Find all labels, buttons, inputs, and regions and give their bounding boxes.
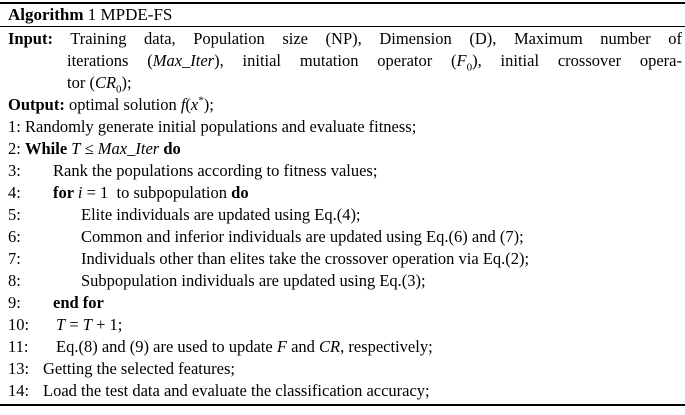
- algorithm-body: [0, 27, 685, 402]
- input-line-3: [8, 72, 682, 94]
- text-segment: 0: [466, 61, 473, 72]
- line-text: [8, 94, 682, 116]
- text-segment: Elite individuals are updated using Eq.(4);: [81, 205, 361, 224]
- algorithm-title: [0, 4, 685, 26]
- output-line: [8, 94, 682, 116]
- step-8: [8, 270, 682, 292]
- step-9: [8, 292, 682, 314]
- text-segment: do: [231, 183, 249, 202]
- text-segment: );: [121, 73, 132, 92]
- text-segment: While: [25, 139, 72, 158]
- line-number: 4:: [8, 183, 21, 202]
- step-10: [8, 314, 682, 336]
- line-number: 11:: [8, 337, 29, 356]
- text-segment: Individuals other than elites take the crossover operation via Eq.(2);: [81, 249, 530, 268]
- step-4: [8, 182, 682, 204]
- text-segment: T: [56, 315, 66, 334]
- text-segment: = 1 to subpopulation: [82, 183, 232, 202]
- text-segment: , respectively;: [340, 337, 433, 356]
- line-number: 3:: [8, 161, 21, 180]
- line-text: [25, 138, 682, 160]
- line-text: [43, 358, 682, 380]
- text-segment: T: [82, 315, 92, 334]
- line-text: [53, 292, 682, 314]
- text-segment: Randomly generate initial populations and evaluate fitness;: [25, 117, 417, 136]
- text-segment: + 1;: [91, 315, 123, 334]
- step-14: [8, 380, 682, 402]
- text-segment: Common and inferior individuals are updated using Eq.(6) and (7);: [81, 227, 524, 246]
- text-segment: =: [65, 315, 83, 334]
- text-segment: and: [286, 337, 320, 356]
- line-text: [53, 182, 682, 204]
- line-text: [81, 226, 682, 248]
- step-1: [8, 116, 682, 138]
- line-text: [81, 248, 682, 270]
- bottom-rule: [0, 404, 685, 406]
- text-segment: Subpopulation individuals are updated using Eq.(3);: [81, 271, 426, 290]
- text-segment: Rank the populations according to fitness values;: [53, 161, 378, 180]
- text-segment: tor (: [67, 73, 95, 92]
- line-number: 2:: [8, 139, 21, 158]
- text-segment: do: [163, 139, 181, 158]
- line-number: 13:: [8, 359, 30, 378]
- line-number: 8:: [8, 271, 21, 290]
- line-text: [81, 270, 682, 292]
- step-7: [8, 248, 682, 270]
- text-segment: ≤: [80, 139, 98, 158]
- text-segment: Max_Iter: [152, 51, 215, 70]
- step-5: [8, 204, 682, 226]
- text-segment: Load the test data and evaluate the classification accuracy;: [43, 381, 430, 400]
- text-segment: i: [77, 183, 83, 202]
- line-number: 9:: [8, 293, 21, 312]
- text-segment: Eq.(8) and (9) are used to update: [56, 337, 277, 356]
- text-segment: end for: [53, 293, 104, 312]
- line-number: 7:: [8, 249, 21, 268]
- text-segment: CR: [319, 337, 341, 356]
- text-segment: CR: [94, 73, 117, 92]
- line-number: 1:: [8, 117, 21, 136]
- line-number: 5:: [8, 205, 21, 224]
- text-segment: f: [180, 95, 186, 114]
- line-number: 14:: [8, 381, 30, 400]
- text-segment: Getting the selected features;: [43, 359, 235, 378]
- text-segment: ), initial crossover opera-: [472, 51, 682, 70]
- text-segment: (: [185, 95, 191, 114]
- step-3: [8, 160, 682, 182]
- step-2: [8, 138, 682, 160]
- step-6: [8, 226, 682, 248]
- step-11: [8, 336, 682, 358]
- text-segment: Algorithm: [8, 5, 84, 24]
- text-segment: F: [456, 51, 467, 70]
- text-segment: Max_Iter: [97, 139, 160, 158]
- text-segment: 1 MPDE-FS: [83, 5, 173, 24]
- text-segment: T: [71, 139, 81, 158]
- line-text: [67, 50, 682, 72]
- text-segment: );: [203, 95, 214, 114]
- text-segment: 0: [116, 83, 122, 96]
- line-text: [53, 160, 682, 182]
- text-segment: ), initial mutation operator (: [214, 51, 457, 70]
- line-text: [67, 72, 682, 94]
- input-line-2: [8, 50, 682, 72]
- text-segment: for: [53, 183, 78, 202]
- text-segment: x: [190, 95, 199, 114]
- line-text: [56, 336, 682, 358]
- line-number: 10:: [8, 315, 30, 334]
- text-segment: *: [198, 94, 204, 107]
- text-segment: Training data, Population size (NP), Dimension (D), Maximum number of: [52, 29, 682, 48]
- text-segment: F: [276, 337, 287, 356]
- line-text: [56, 314, 682, 336]
- text-segment: Output:: [8, 95, 65, 114]
- text-segment: iterations (: [67, 51, 153, 70]
- text-segment: Input:: [8, 29, 53, 48]
- step-13: [8, 358, 682, 380]
- line-text: [25, 116, 682, 138]
- line-text: [43, 380, 682, 402]
- line-text: [8, 28, 682, 50]
- input-line-1: [8, 28, 682, 50]
- text-segment: optimal solution: [64, 95, 181, 114]
- line-number: 6:: [8, 227, 21, 246]
- line-text: [81, 204, 682, 226]
